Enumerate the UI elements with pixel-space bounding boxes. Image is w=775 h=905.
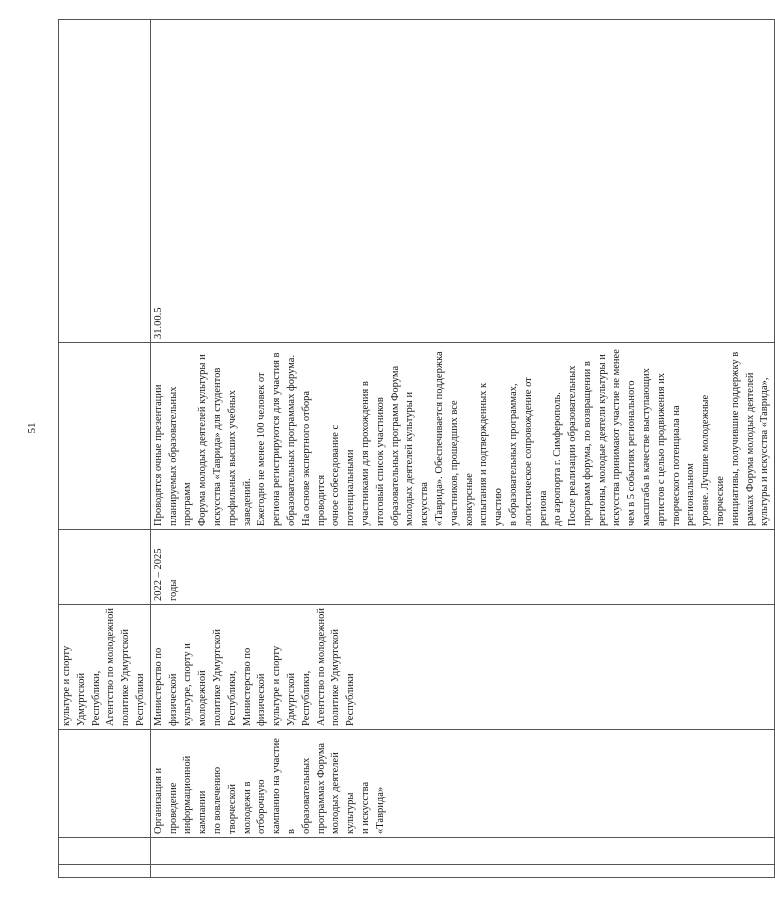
- cell-period: 2022 – 2025 годы: [150, 530, 774, 605]
- cell-col6: [59, 343, 151, 530]
- cell-col3: [59, 730, 151, 838]
- cell-col5: [59, 530, 151, 605]
- cell-col2: [59, 838, 151, 865]
- table-row-continued: [59, 20, 151, 878]
- cell-col7: [59, 20, 151, 343]
- cell-col1: [59, 865, 151, 878]
- cell-col2: [150, 838, 774, 865]
- cell-code: 31.00.5: [150, 20, 774, 343]
- cell-responsible: Министерство по физической культуре, спорту и молодежной политике Удмуртской Республики, Министерство по физической культуре и спорту Удмуртской Республики, Агентство по молодежной политике Удмуртской Республики: [150, 605, 774, 730]
- cell-description: Проводятся очные презентации планируемых образовательных программ Форума молодых деятелей культуры и искусства «Таврида» для студентов профильных высших учебных заведений. Ежегодно не менее 100 человек от региона регистрируются для участия в образовательных программах форума. На основе экспертного отбора проводится очное собеседование с потенциальными участниками для прохождения в итоговый список участников образовательных программ Форума молодых деятелей культуры и искусства «Таврида». Обеспечивается поддержка участников, прошедших все конкурсные испытания и подтвержденных к участию в образовательных программах, логистическое сопровождение от региона до аэропорта г. Симферополь. После реализации образовательных программ форума, по возвращении в регионы, молодые деятели культуры и искусства принимают участие не менее чем в 5 событиях регионального масштаба в качестве выступающих артистов с целью продвижения их творческого потенциала на региональном уровне. Лучшие молодежные творческие инициативы, получившие поддержку в рамках Форума молодых деятелей культуры и искусства «Таврида»,: [150, 343, 774, 530]
- table-row-main: [150, 20, 774, 878]
- cell-responsible-continued: культуре и спорту Удмуртской Республики, Агентство по молодежной политике Удмуртской Республики: [59, 605, 151, 730]
- page-number: 51: [26, 422, 38, 434]
- program-table: [58, 19, 775, 878]
- rotated-table-wrapper: [58, 20, 771, 878]
- cell-col1: [150, 865, 774, 878]
- cell-measure-name: Организация и проведение информационной кампании по вовлечению творческой молодежи в отборочную кампанию на участие в образовательных программах Форума молодых деятелей культуры и искусства «Таврида»: [150, 730, 774, 838]
